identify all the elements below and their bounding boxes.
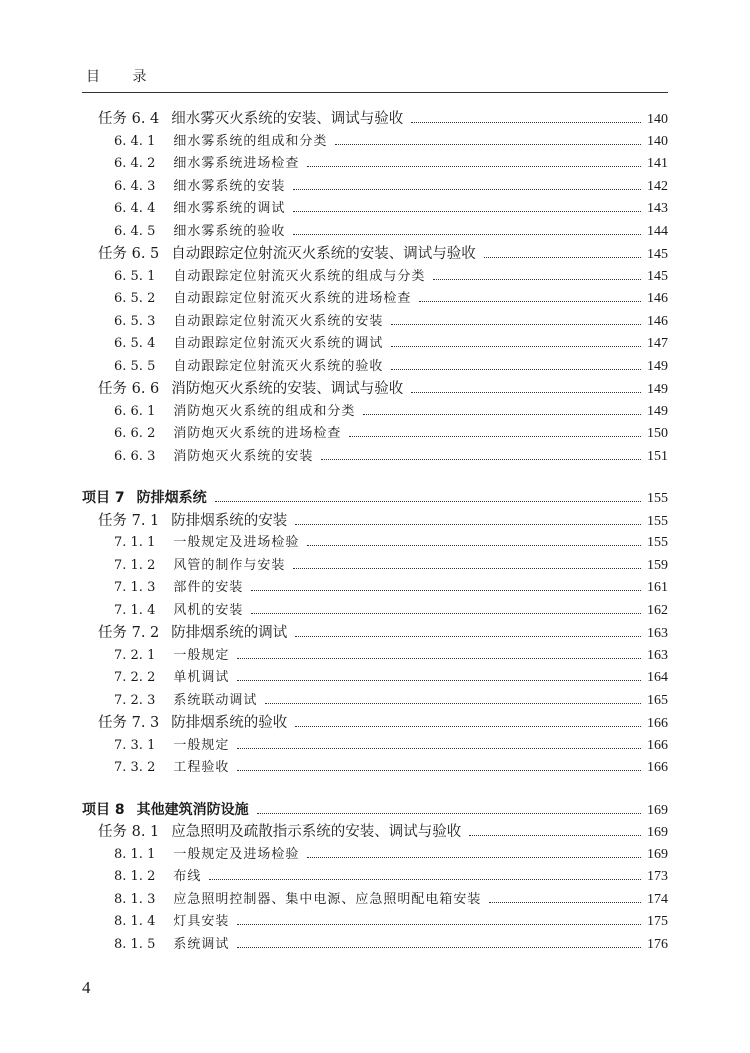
entry-title: 防排烟系统的调试 (171, 625, 288, 641)
entry-number: 7. 1. 2 (114, 557, 156, 573)
dot-leader (295, 524, 641, 525)
dot-leader (295, 726, 641, 727)
toc-section-entry (114, 288, 668, 310)
entry-title: 一般规定及进场检验 (173, 535, 300, 550)
entry-number: 6. 6. 1 (114, 403, 156, 419)
entry-number: 8. 1. 1 (114, 846, 156, 862)
dot-leader (237, 748, 641, 749)
entry-number: 6. 5. 2 (114, 291, 156, 306)
toc-section-entry (114, 844, 668, 866)
entry-title: 应急照明控制器、集中电源、应急照明配电箱安装 (173, 891, 482, 907)
entry-title: 一般规定 (173, 647, 230, 663)
entry-title: 单机调试 (173, 670, 230, 685)
dot-leader (391, 369, 641, 370)
toc-section-entry (114, 667, 668, 689)
toc-section-entry (114, 889, 668, 911)
entry-title: 细水雾系统的调试 (173, 201, 286, 216)
entry-title: 消防炮灭火系统的安装 (173, 448, 314, 464)
toc-section-entry (114, 131, 668, 153)
entry-page-number: 155 (647, 491, 668, 506)
dot-leader (251, 590, 641, 591)
dot-leader (321, 459, 641, 460)
entry-number: 7. 1. 3 (114, 580, 156, 595)
entry-page-number: 151 (647, 448, 668, 464)
entry-title: 一般规定 (173, 737, 230, 753)
entry-number: 8. 1. 3 (114, 891, 156, 907)
entry-number: 8. 1. 4 (114, 914, 156, 929)
page-number: 4 (82, 978, 91, 997)
entry-page-number: 169 (647, 802, 668, 818)
entry-number: 任务 8. 1 (98, 824, 160, 840)
entry-number: 7. 1. 4 (114, 602, 156, 618)
toc-section-entry (114, 532, 668, 554)
entry-page-number: 169 (647, 825, 668, 840)
entry-title: 自动跟踪定位射流灭火系统的进场检查 (173, 291, 412, 306)
dot-leader (215, 501, 641, 502)
dot-leader (411, 122, 641, 123)
header-rule (82, 92, 668, 93)
entry-title: 灯具安装 (173, 914, 230, 929)
toc-task-entry (98, 108, 668, 130)
entry-number: 6. 6. 3 (114, 448, 156, 464)
entry-number: 7. 3. 1 (114, 737, 156, 753)
entry-number: 6. 4. 1 (114, 133, 156, 149)
toc-task-entry (98, 821, 668, 843)
entry-number: 6. 5. 3 (114, 313, 156, 329)
dot-leader (295, 636, 641, 637)
entry-page-number: 149 (647, 358, 668, 374)
entry-number: 项目 8 (82, 801, 125, 818)
entry-number: 6. 4. 3 (114, 178, 156, 194)
entry-number: 任务 7. 2 (98, 625, 160, 641)
dot-leader (293, 211, 641, 212)
dot-leader (411, 392, 641, 393)
entry-number: 6. 4. 4 (114, 201, 156, 216)
dot-leader (419, 301, 641, 302)
dot-leader (237, 680, 641, 681)
entry-title: 防排烟系统的验收 (171, 715, 288, 731)
entry-number: 任务 6. 6 (98, 381, 160, 397)
toc-project-entry (82, 799, 668, 821)
entry-page-number: 163 (647, 647, 668, 663)
entry-title: 防排烟系统的安装 (171, 512, 288, 529)
dot-leader (307, 166, 641, 167)
entry-title: 细水雾系统的安装 (173, 178, 286, 194)
entry-page-number: 165 (647, 692, 668, 708)
entry-page-number: 166 (647, 737, 668, 753)
dot-leader (335, 144, 641, 145)
entry-number: 7. 2. 3 (114, 692, 156, 708)
toc-task-entry (98, 622, 668, 644)
entry-title: 一般规定及进场检验 (173, 846, 300, 862)
entry-page-number: 147 (647, 336, 668, 351)
dot-leader (293, 568, 641, 569)
entry-title: 其他建筑消防设施 (136, 801, 249, 818)
entry-title: 应急照明及疏散指示系统的安装、调试与验收 (171, 824, 462, 840)
toc-task-entry (98, 243, 668, 265)
entry-title: 系统调试 (173, 936, 230, 952)
toc-section-entry (114, 866, 668, 888)
toc-section-entry (114, 645, 668, 667)
toc-section-entry (114, 356, 668, 378)
entry-page-number: 155 (647, 513, 668, 529)
toc-task-entry (98, 378, 668, 400)
toc-section-entry (114, 555, 668, 577)
entry-page-number: 169 (647, 846, 668, 862)
entry-number: 7. 3. 2 (114, 760, 156, 775)
entry-title: 细水雾系统的组成和分类 (173, 133, 328, 149)
entry-title: 自动跟踪定位射流灭火系统的调试 (173, 336, 384, 351)
toc-section-entry (114, 757, 668, 779)
toc-section-entry (114, 423, 668, 445)
entry-title: 细水雾系统进场检查 (173, 156, 300, 171)
entry-title: 工程验收 (173, 760, 230, 775)
entry-page-number: 143 (647, 201, 668, 216)
entry-number: 6. 5. 5 (114, 358, 156, 374)
dot-leader (251, 613, 641, 614)
toc-section-entry (114, 266, 668, 288)
entry-page-number: 164 (647, 670, 668, 685)
entry-title: 自动跟踪定位射流灭火系统的安装 (173, 313, 384, 329)
dot-leader (237, 770, 641, 771)
toc-section-entry (114, 153, 668, 175)
entry-number: 7. 1. 1 (114, 535, 156, 550)
entry-page-number: 176 (647, 936, 668, 952)
entry-page-number: 173 (647, 869, 668, 884)
dot-leader (489, 902, 641, 903)
toc-project-entry (82, 487, 668, 509)
entry-page-number: 162 (647, 602, 668, 618)
entry-title: 消防炮灭火系统的组成和分类 (173, 403, 356, 419)
entry-title: 风机的安装 (173, 602, 244, 618)
toc-section-entry (114, 221, 668, 243)
dot-leader (363, 414, 641, 415)
entry-title: 消防炮灭火系统的进场检查 (173, 426, 342, 441)
entry-page-number: 145 (647, 268, 668, 284)
entry-page-number: 175 (647, 914, 668, 929)
dot-leader (307, 545, 641, 546)
toc-section-entry (114, 934, 668, 956)
entry-title: 系统联动调试 (173, 692, 258, 708)
toc-section-entry (114, 311, 668, 333)
entry-page-number: 146 (647, 291, 668, 306)
entry-title: 防排烟系统 (136, 490, 207, 506)
toc-section-entry (114, 198, 668, 220)
entry-page-number: 146 (647, 313, 668, 329)
toc-section-entry (114, 690, 668, 712)
entry-page-number: 166 (647, 716, 668, 731)
entry-number: 6. 4. 5 (114, 223, 156, 239)
toc-section-entry (114, 735, 668, 757)
running-header: 目 录 (86, 69, 161, 85)
entry-page-number: 145 (647, 247, 668, 262)
entry-number: 8. 1. 5 (114, 936, 156, 952)
dot-leader (237, 658, 641, 659)
entry-page-number: 150 (647, 426, 668, 441)
dot-leader (237, 924, 641, 925)
entry-page-number: 163 (647, 626, 668, 641)
entry-number: 任务 7. 1 (98, 512, 160, 529)
entry-page-number: 142 (647, 178, 668, 194)
toc-section-entry (114, 401, 668, 423)
dot-leader (484, 257, 641, 258)
entry-page-number: 140 (647, 112, 668, 127)
toc-section-entry (114, 446, 668, 468)
entry-number: 任务 6. 4 (98, 111, 160, 127)
dot-leader (433, 279, 641, 280)
entry-page-number: 140 (647, 133, 668, 149)
entry-title: 消防炮灭火系统的安装、调试与验收 (171, 381, 404, 397)
entry-number: 任务 6. 5 (98, 246, 160, 262)
entry-number: 6. 5. 4 (114, 336, 156, 351)
entry-page-number: 155 (647, 535, 668, 550)
entry-page-number: 144 (647, 223, 668, 239)
entry-title: 自动跟踪定位射流灭火系统的组成与分类 (173, 268, 426, 284)
entry-title: 部件的安装 (173, 580, 244, 595)
entry-title: 细水雾系统的验收 (173, 223, 286, 239)
entry-title: 自动跟踪定位射流灭火系统的验收 (173, 358, 384, 374)
dot-leader (257, 813, 641, 814)
dot-leader (293, 189, 641, 190)
entry-number: 6. 4. 2 (114, 156, 156, 171)
dot-leader (391, 324, 641, 325)
entry-number: 项目 7 (82, 490, 125, 506)
toc-section-entry (114, 600, 668, 622)
dot-leader (469, 835, 641, 836)
toc-section-entry (114, 333, 668, 355)
dot-leader (209, 879, 641, 880)
toc-task-entry (98, 712, 668, 734)
entry-page-number: 161 (647, 580, 668, 595)
entry-number: 8. 1. 2 (114, 869, 156, 884)
entry-page-number: 149 (647, 403, 668, 419)
toc-section-entry (114, 176, 668, 198)
entry-title: 布线 (173, 869, 202, 884)
entry-number: 任务 7. 3 (98, 715, 160, 731)
entry-page-number: 174 (647, 891, 668, 907)
dot-leader (265, 703, 641, 704)
entry-number: 6. 5. 1 (114, 268, 156, 284)
toc-section-entry (114, 911, 668, 933)
toc-task-entry (98, 510, 668, 532)
entry-number: 7. 2. 1 (114, 647, 156, 663)
dot-leader (349, 436, 641, 437)
entry-title: 细水雾灭火系统的安装、调试与验收 (171, 111, 404, 127)
toc-section-entry (114, 577, 668, 599)
dot-leader (237, 947, 641, 948)
entry-page-number: 141 (647, 156, 668, 171)
dot-leader (293, 234, 641, 235)
entry-page-number: 166 (647, 760, 668, 775)
entry-page-number: 159 (647, 557, 668, 573)
entry-number: 7. 2. 2 (114, 670, 156, 685)
entry-title: 风管的制作与安装 (173, 557, 286, 573)
entry-number: 6. 6. 2 (114, 426, 156, 441)
dot-leader (307, 857, 641, 858)
dot-leader (391, 346, 641, 347)
entry-title: 自动跟踪定位射流灭火系统的安装、调试与验收 (171, 246, 476, 262)
entry-page-number: 149 (647, 382, 668, 397)
